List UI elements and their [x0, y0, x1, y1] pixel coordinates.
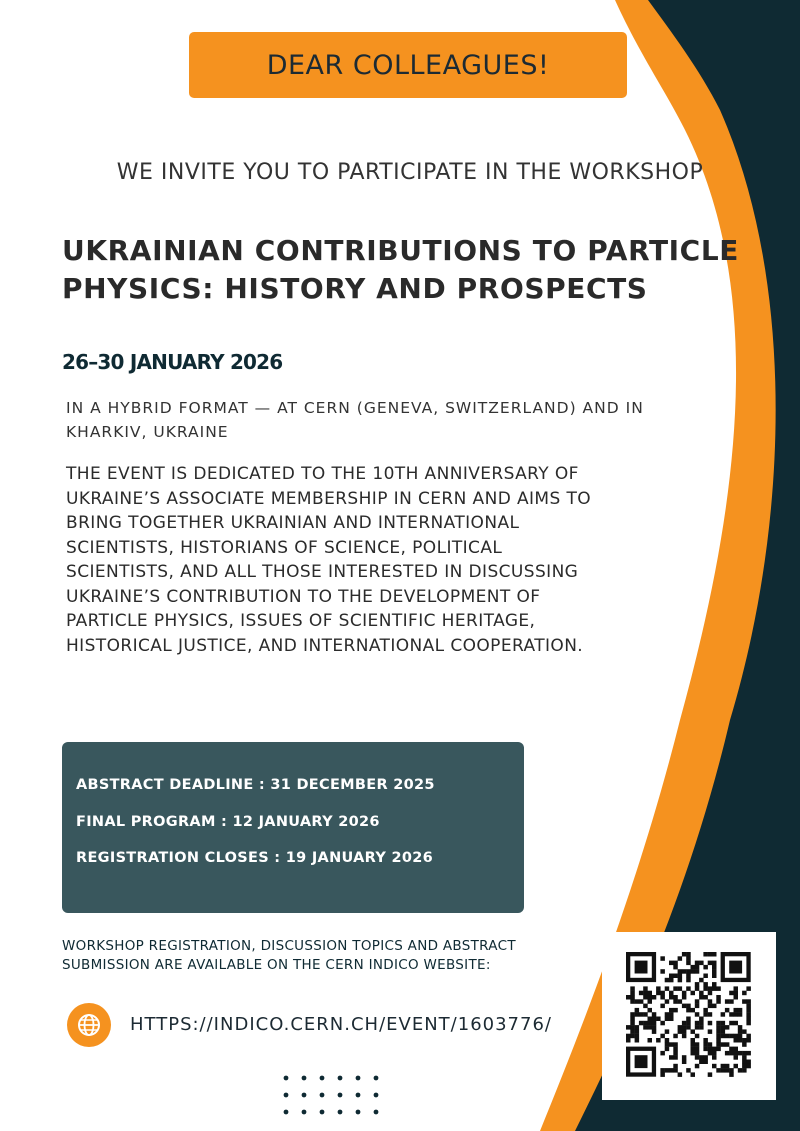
event-format: IN A HYBRID FORMAT — AT CERN (GENEVA, SWITZERLAND) AND IN KHARKIV, UKRAINE [66, 399, 644, 441]
event-dates: 26–30 JANUARY 2026 [62, 350, 283, 374]
event-description: THE EVENT IS DEDICATED TO THE 10TH ANNIVERSARY OF UKRAINE’S ASSOCIATE MEMBERSHIP IN CERN AND AIMS TO BRING TOGETHER UKRAINIAN AND INTERNATIONAL SCIENTISTS, HISTORIANS OF SCIENCE, POLITICAL SCIENTISTS, AND ALL THOSE INTERESTED IN DISCUSSING UKRAINE’S CONTRIBUTION TO THE DEVELOPMENT OF PARTICLE PHYSICS, ISSUES OF SCIENTIFIC HERITAGE, HISTORICAL JUSTICE, AND INTERNATIONAL COOPERATION. [66, 464, 592, 656]
decorative-dots [280, 1072, 390, 1122]
deadlines-panel [62, 742, 524, 913]
header-title: DEAR COLLEAGUES! [266, 49, 550, 81]
qr-code[interactable] [602, 932, 776, 1100]
indico-link[interactable]: HTTPS://INDICO.CERN.CH/EVENT/1603776/ [130, 1014, 552, 1035]
registration-note: WORKSHOP REGISTRATION, DISCUSSION TOPICS AND ABSTRACT SUBMISSION ARE AVAILABLE ON THE CERN INDICO WEBSITE: [62, 938, 516, 973]
globe-icon [67, 1003, 111, 1047]
abstract-deadline: ABSTRACT DEADLINE : 31 DECEMBER 2025 [76, 777, 435, 793]
final-program-date: FINAL PROGRAM : 12 JANUARY 2026 [76, 814, 380, 830]
registration-closes-date: REGISTRATION CLOSES : 19 JANUARY 2026 [76, 850, 434, 866]
header-banner [189, 32, 627, 98]
workshop-title: UKRAINIAN CONTRIBUTIONS TO PARTICLE PHYSICS: HISTORY AND PROSPECTS [62, 234, 740, 305]
invite-text: WE INVITE YOU TO PARTICIPATE IN THE WORKSHOP [116, 160, 704, 185]
